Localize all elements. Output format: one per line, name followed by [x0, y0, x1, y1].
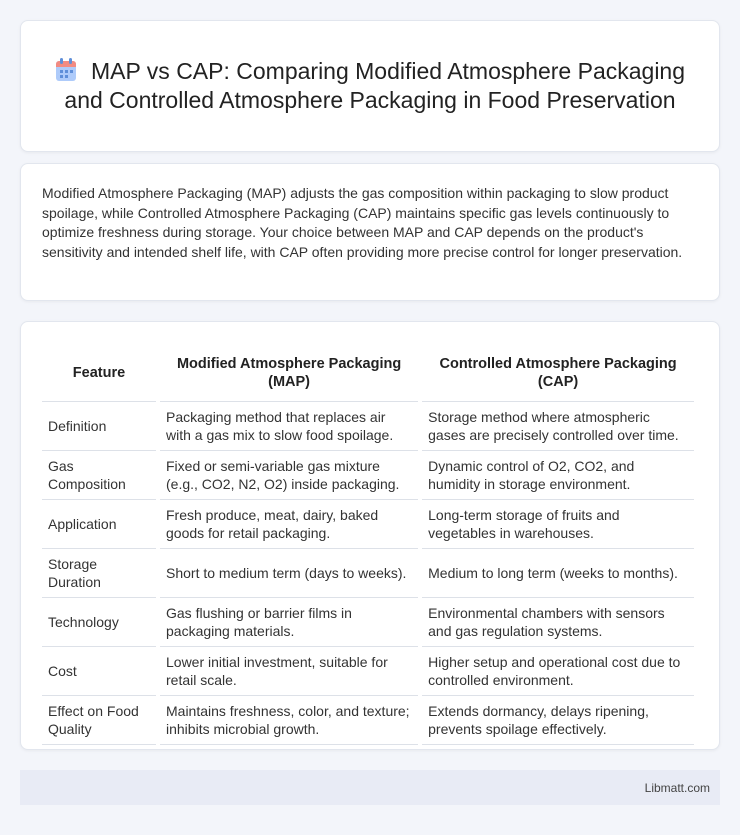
title-card — [20, 20, 720, 152]
summary-text: Modified Atmosphere Packaging (MAP) adjusts the gas composition within packaging to slow product spoilage, while Controlled Atmosphere Packaging (CAP) maintains specific gas levels continuously to optimize freshness during storage. Your choice between MAP and CAP depends on the product's sensitivity and intended shelf life, with CAP often providing more precise control for longer preservation. — [42, 185, 683, 260]
table-row — [42, 451, 694, 500]
table-cell: Medium to long term (weeks to months). — [422, 549, 694, 598]
table-cell: Short to medium term (days to weeks). — [160, 549, 418, 598]
table-cell: Storage Duration — [42, 549, 156, 598]
table-row — [42, 647, 694, 696]
table-cell: Packaging method that replaces air with a gas mix to slow food spoilage. — [160, 402, 418, 451]
table-cell: Fixed or semi-variable gas mixture (e.g., CO2, N2, O2) inside packaging. — [160, 451, 418, 500]
table-cell: Environmental chambers with sensors and gas regulation systems. — [422, 598, 694, 647]
column-header: Feature — [42, 340, 156, 402]
column-header: Modified Atmosphere Packaging (MAP) — [160, 340, 418, 402]
table-cell: Fresh produce, meat, dairy, baked goods for retail packaging. — [160, 500, 418, 549]
table-cell: Higher setup and operational cost due to controlled environment. — [422, 647, 694, 696]
table-cell: Technology — [42, 598, 156, 647]
table-cell: Extends dormancy, delays ripening, prevents spoilage effectively. — [422, 696, 694, 745]
table-cell: Dynamic control of O2, CO2, and humidity in storage environment. — [422, 451, 694, 500]
table-cell: Application — [42, 500, 156, 549]
footer-site-link[interactable]: Libmatt.com — [644, 780, 710, 795]
footer — [20, 770, 720, 805]
table-cell: Storage method where atmospheric gases are precisely controlled over time. — [422, 402, 694, 451]
comparison-table — [38, 340, 698, 745]
table-row — [42, 402, 694, 451]
table-row — [42, 500, 694, 549]
comparison-table-card — [20, 321, 720, 750]
column-header: Controlled Atmosphere Packaging (CAP) — [422, 340, 694, 402]
table-cell: Gas Composition — [42, 451, 156, 500]
table-cell: Cost — [42, 647, 156, 696]
table-cell: Lower initial investment, suitable for retail scale. — [160, 647, 418, 696]
table-cell: Maintains freshness, color, and texture; inhibits microbial growth. — [160, 696, 418, 745]
table-cell: Effect on Food Quality — [42, 696, 156, 745]
page-title-text: MAP vs CAP: Comparing Modified Atmosphere Packaging and Controlled Atmosphere Packaging in Food Preservation — [64, 58, 686, 113]
summary-card — [20, 163, 720, 301]
table-row — [42, 549, 694, 598]
table-cell: Definition — [42, 402, 156, 451]
table-row — [42, 598, 694, 647]
table-row — [42, 696, 694, 745]
table-cell: Long-term storage of fruits and vegetables in warehouses. — [422, 500, 694, 549]
page-title — [51, 57, 689, 115]
table-cell: Gas flushing or barrier films in packaging materials. — [160, 598, 418, 647]
document-icon — [55, 58, 77, 82]
table-header-row — [42, 340, 694, 402]
